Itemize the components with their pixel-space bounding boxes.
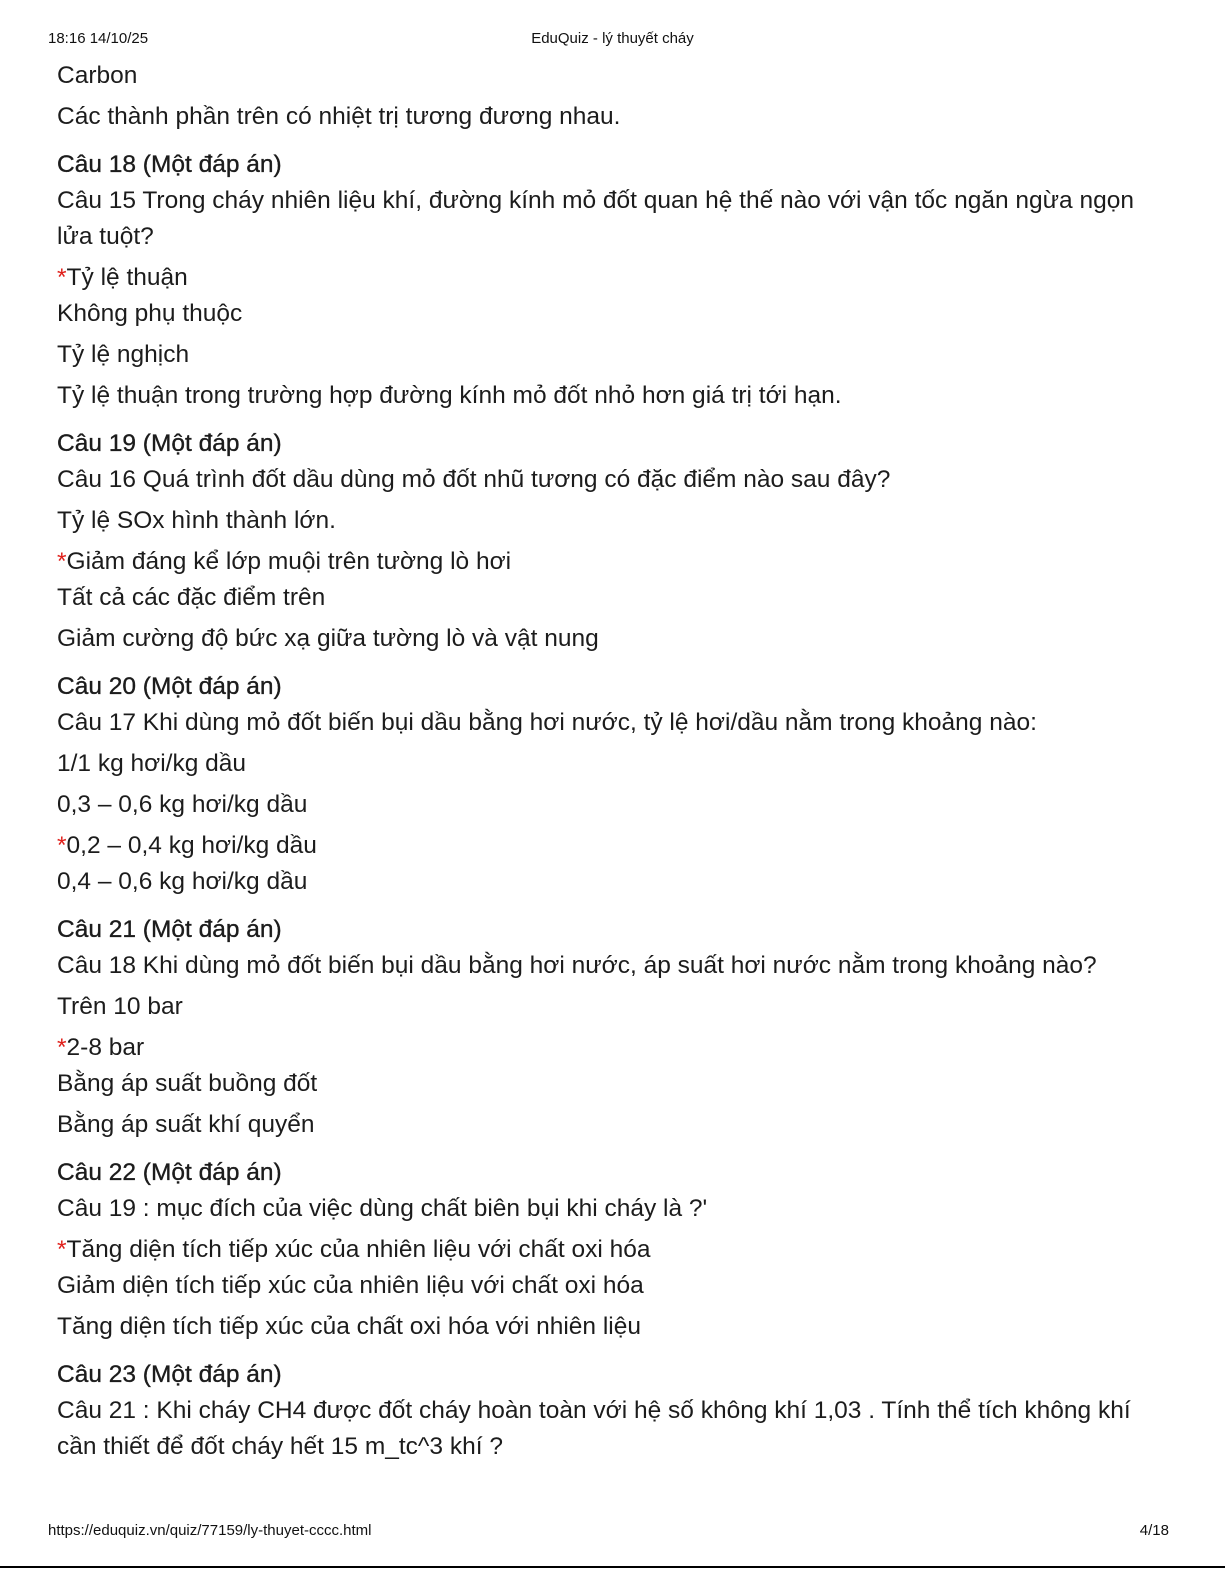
answer-option-correct: *Tỷ lệ thuận	[57, 264, 188, 291]
question-block	[57, 426, 1167, 657]
question-block	[57, 669, 1167, 900]
question-text: Câu 19 : mục đích của việc dùng chất biên bụi khi cháy là ?'	[57, 1195, 708, 1222]
carryover-answer: Carbon	[57, 62, 138, 89]
answer-option: Tỷ lệ nghịch	[57, 341, 190, 368]
answer-option-correct: *2-8 bar	[57, 1034, 145, 1061]
correct-marker: *	[57, 1034, 67, 1061]
answer-option: Bằng áp suất khí quyển	[57, 1111, 315, 1138]
correct-marker: *	[57, 548, 67, 575]
print-page-title: EduQuiz - lý thuyết cháy	[531, 30, 694, 47]
page-number: 4/18	[1139, 1522, 1169, 1539]
question-header: Câu 19 (Một đáp án)	[57, 430, 282, 457]
print-header	[48, 30, 1177, 50]
question-text: Câu 17 Khi dùng mỏ đốt biến bụi dầu bằng hơi nước, tỷ lệ hơi/dầu nằm trong khoảng nào:	[57, 709, 1037, 736]
answer-option: Bằng áp suất buồng đốt	[57, 1070, 318, 1097]
answer-option: Trên 10 bar	[57, 993, 183, 1020]
question-text: Câu 16 Quá trình đốt dầu dùng mỏ đốt nhũ tương có đặc điểm nào sau đây?	[57, 466, 891, 493]
answer-option: 0,4 – 0,6 kg hơi/kg dầu	[57, 868, 308, 895]
correct-marker: *	[57, 264, 67, 291]
page-url: https://eduquiz.vn/quiz/77159/ly-thuyet-cccc.html	[48, 1522, 372, 1539]
correct-marker: *	[57, 832, 67, 859]
answer-option-correct: *Giảm đáng kể lớp muội trên tường lò hơi	[57, 548, 512, 575]
question-text: Câu 21 : Khi cháy CH4 được đốt cháy hoàn toàn với hệ số không khí 1,03 . Tính thể tích không khí cần thiết để đốt cháy hết 15 m_tc^3 khí ?	[57, 1397, 1131, 1460]
answer-option: 1/1 kg hơi/kg dầu	[57, 750, 247, 777]
answer-option: Tỷ lệ thuận trong trường hợp đường kính mỏ đốt nhỏ hơn giá trị tới hạn.	[57, 382, 842, 409]
answer-option-correct: *Tăng diện tích tiếp xúc của nhiên liệu với chất oxi hóa	[57, 1236, 651, 1263]
answer-option: Giảm diện tích tiếp xúc của nhiên liệu với chất oxi hóa	[57, 1272, 644, 1299]
question-block	[57, 912, 1167, 1143]
question-text: Câu 15 Trong cháy nhiên liệu khí, đường kính mỏ đốt quan hệ thế nào với vận tốc ngăn ngừa ngọn lửa tuột?	[57, 187, 1134, 250]
answer-option: 0,3 – 0,6 kg hơi/kg dầu	[57, 791, 308, 818]
question-header: Câu 23 (Một đáp án)	[57, 1361, 282, 1388]
question-header: Câu 22 (Một đáp án)	[57, 1159, 282, 1186]
question-header: Câu 21 (Một đáp án)	[57, 916, 282, 943]
answer-option-correct: *0,2 – 0,4 kg hơi/kg dầu	[57, 832, 317, 859]
question-header: Câu 20 (Một đáp án)	[57, 673, 282, 700]
page-bottom-rule	[0, 1566, 1225, 1568]
question-text: Câu 18 Khi dùng mỏ đốt biến bụi dầu bằng hơi nước, áp suất hơi nước nằm trong khoảng nào?	[57, 952, 1097, 979]
carryover-answer: Các thành phần trên có nhiệt trị tương đương nhau.	[57, 103, 621, 130]
answer-option: Giảm cường độ bức xạ giữa tường lò và vật nung	[57, 625, 599, 652]
correct-marker: *	[57, 1236, 67, 1263]
answer-option: Tỷ lệ SOx hình thành lớn.	[57, 507, 336, 534]
question-header: Câu 18 (Một đáp án)	[57, 151, 282, 178]
answer-option: Tất cả các đặc điểm trên	[57, 584, 326, 611]
print-footer	[48, 1522, 1177, 1542]
answer-option: Không phụ thuộc	[57, 300, 243, 327]
question-block	[57, 147, 1167, 414]
question-block	[57, 1155, 1167, 1345]
answer-option: Tăng diện tích tiếp xúc của chất oxi hóa với nhiên liệu	[57, 1313, 642, 1340]
print-datetime: 18:16 14/10/25	[48, 30, 149, 47]
question-block	[57, 1357, 1167, 1465]
quiz-content	[57, 58, 1167, 1470]
